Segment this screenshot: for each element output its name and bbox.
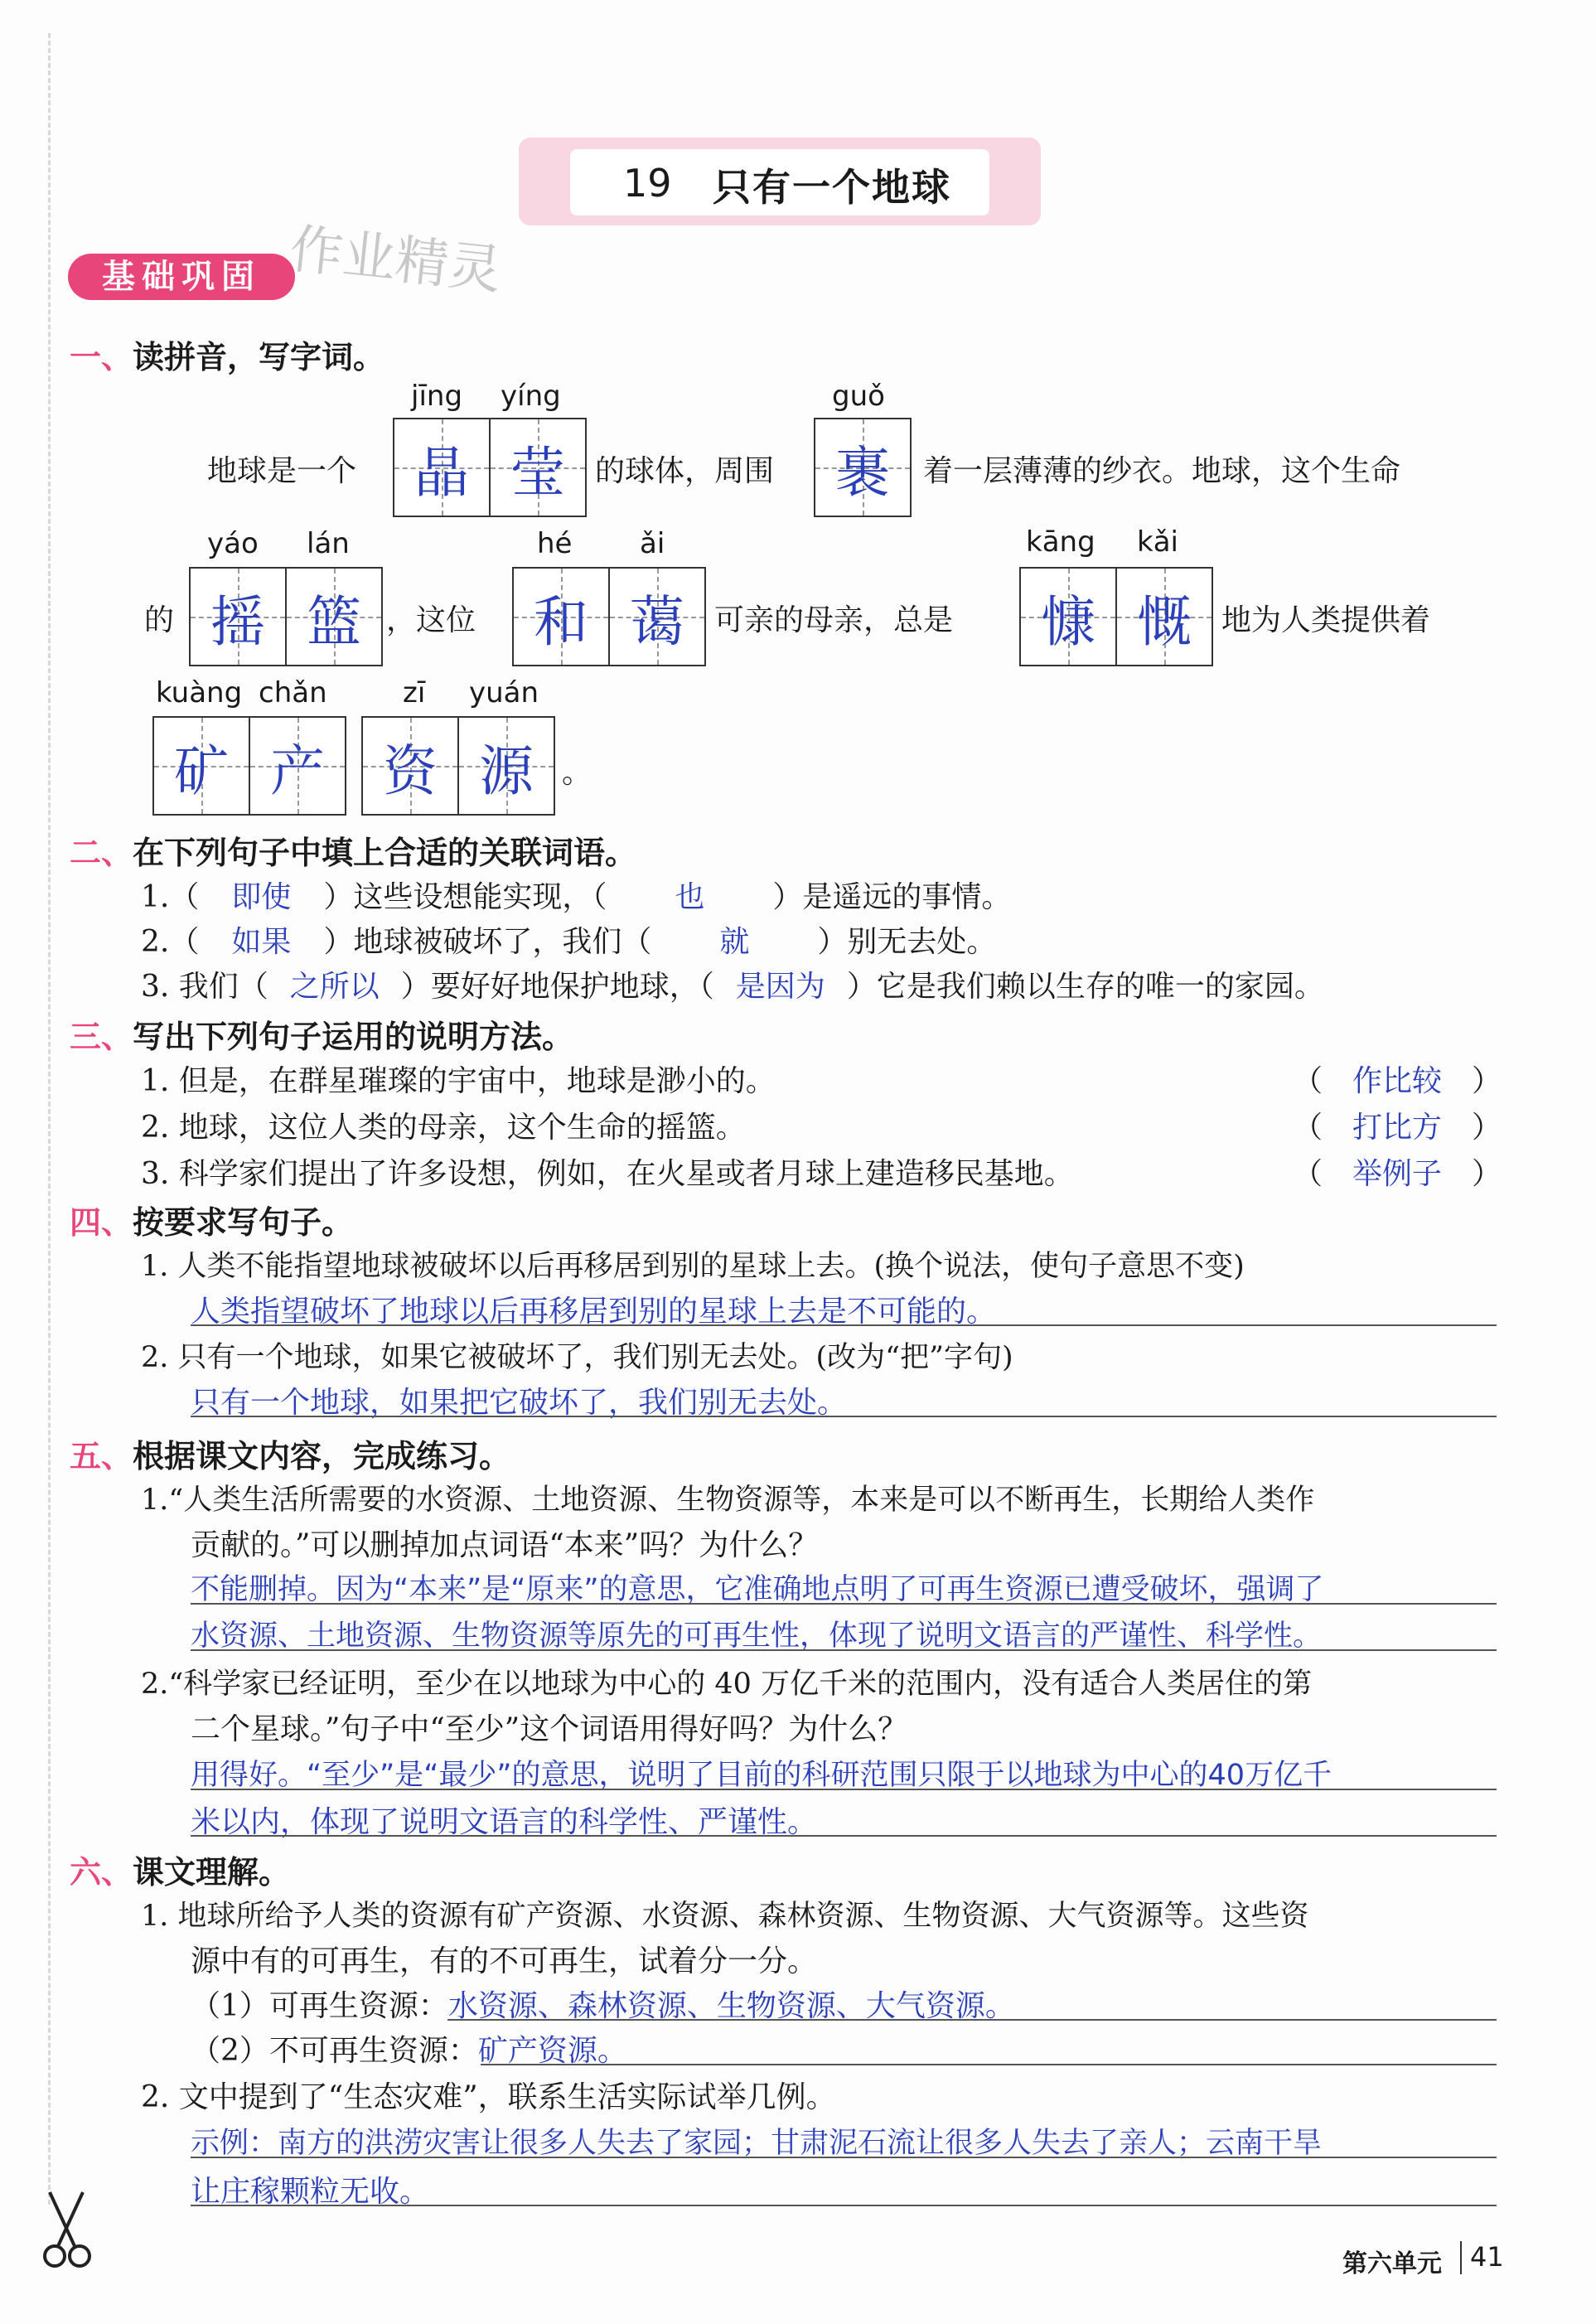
pinyin: chǎn xyxy=(259,676,327,709)
question-6-2: 2. 文中提到了“生态灾难”，联系生活实际试举几例。 xyxy=(141,2080,836,2114)
answer-line xyxy=(191,1789,1497,1790)
question-2-2: 2.（ 如果 ）地球被破坏了，我们（ 就 ）别无去处。 xyxy=(141,925,997,959)
answer-char: 矿 xyxy=(174,738,229,803)
answer-3-3: （ 举例子 ） xyxy=(1293,1157,1502,1191)
answer-char: 摇 xyxy=(210,589,265,654)
pinyin: guǒ xyxy=(832,380,885,413)
section-5-heading: 五、根据课文内容，完成练习。 xyxy=(70,1438,511,1474)
question-3-1: 1. 但是，在群星璀璨的宇宙中，地球是渺小的。 xyxy=(141,1064,776,1098)
answer-char: 和 xyxy=(534,589,588,654)
answer-5-2-cont: 米以内，体现了说明文语言的科学性、严谨性。 xyxy=(191,1805,818,1839)
answer-char: 产 xyxy=(270,738,325,803)
fill-text: 地球是一个 xyxy=(207,454,357,488)
fill-text: 。 xyxy=(562,756,592,790)
section-6-heading: 六、课文理解。 xyxy=(70,1854,291,1891)
section-3-heading: 三、写出下列句子运用的说明方法。 xyxy=(70,1019,574,1055)
question-6-1-b: （2）不可再生资源：矿产资源。 xyxy=(191,2034,627,2068)
question-3-3: 3. 科学家们提出了许多设想，例如，在火星或者月球上建造移民基地。 xyxy=(141,1157,1074,1191)
fill-text: 的球体，周围 xyxy=(595,454,775,488)
footer-divider xyxy=(1460,2241,1462,2274)
answer-line xyxy=(447,2019,1497,2021)
question-2-3: 3. 我们（ 之所以 ）要好好地保护地球，（ 是因为 ）它是我们赖以生存的唯一的家园。 xyxy=(141,970,1324,1004)
answer-char: 资 xyxy=(383,738,438,803)
answer-char: 莹 xyxy=(510,440,565,505)
pinyin: yuán xyxy=(469,676,539,709)
answer-6-2-cont: 让庄稼颗粒无收。 xyxy=(191,2175,430,2209)
section-2-heading: 二、在下列句子中填上合适的关联词语。 xyxy=(70,835,637,871)
char-box xyxy=(361,716,555,816)
answer-5-1-cont: 水资源、土地资源、生物资源等原先的可再生性，体现了说明文语言的严谨性、科学性。 xyxy=(191,1620,1323,1653)
pinyin: jīng xyxy=(411,380,463,413)
answer-line xyxy=(191,1603,1497,1605)
pinyin: kǎi xyxy=(1137,525,1178,559)
lesson-number: 19 xyxy=(623,161,672,206)
answer-3-1: （ 作比较 ） xyxy=(1293,1064,1502,1098)
char-box xyxy=(152,716,346,816)
char-box xyxy=(189,567,383,666)
answer-char: 篮 xyxy=(307,589,361,654)
question-4-2: 2. 只有一个地球，如果它被破坏了，我们别无去处。(改为“把”字句) xyxy=(141,1341,1013,1374)
pinyin: lán xyxy=(307,527,350,560)
question-6-1: 1. 地球所给予人类的资源有矿产资源、水资源、森林资源、生物资源、大气资源等。这些资 xyxy=(141,1900,1309,1933)
answer-6-2: 示例：南方的洪涝灾害让很多人失去了家园；甘肃泥石流让很多人失去了亲人；云南干旱 xyxy=(191,2127,1323,2160)
pinyin: ǎi xyxy=(640,527,665,560)
question-6-1-a: （1）可再生资源：水资源、森林资源、生物资源、大气资源。 xyxy=(191,1989,1015,2023)
question-3-2: 2. 地球，这位人类的母亲，这个生命的摇篮。 xyxy=(141,1111,746,1145)
fill-text: ，这位 xyxy=(386,603,476,637)
char-box xyxy=(814,418,912,517)
section-4-heading: 四、按要求写句子。 xyxy=(70,1204,354,1241)
pinyin: kuàng xyxy=(156,676,243,709)
fill-text: 着一层薄薄的纱衣。地球，这个生命 xyxy=(923,454,1401,488)
scissors-icon xyxy=(33,2188,99,2271)
answer-line xyxy=(191,1416,1497,1417)
answer-line xyxy=(191,1324,1497,1326)
page-number: 41 xyxy=(1470,2241,1504,2273)
answer-line xyxy=(191,1649,1497,1651)
answer-char: 慨 xyxy=(1137,589,1192,654)
pinyin: zī xyxy=(403,676,426,709)
answer-char: 源 xyxy=(479,738,534,803)
char-box xyxy=(393,418,587,517)
answer-char: 裹 xyxy=(835,440,890,505)
fill-text: 可亲的母亲，总是 xyxy=(714,603,954,637)
answer-5-2: 用得好。“至少”是“最少”的意思，说明了目前的科研范围只限于以地球为中心的40万亿千 xyxy=(191,1759,1332,1792)
question-4-1: 1. 人类不能指望地球被破坏以后再移居到别的星球上去。(换个说法，使句子意思不变) xyxy=(141,1250,1245,1283)
question-5-1-cont: 贡献的。”可以删掉加点词语“本来”吗？为什么？ xyxy=(191,1528,819,1562)
answer-line xyxy=(191,2205,1497,2206)
answer-4-1: 人类指望破坏了地球以后再移居到别的星球上去是不可能的。 xyxy=(191,1295,997,1329)
pinyin: kāng xyxy=(1026,525,1095,559)
fill-text: 的 xyxy=(144,603,175,637)
section-badge: 基础巩固 xyxy=(68,254,295,300)
question-5-2: 2.“科学家已经证明，至少在以地球为中心的 40 万亿千米的范围内，没有适合人类居住的第 xyxy=(141,1668,1313,1701)
answer-line xyxy=(481,2064,1497,2065)
answer-4-2: 只有一个地球，如果把它破坏了，我们别无去处。 xyxy=(191,1386,848,1420)
question-5-1: 1.“人类生活所需要的水资源、土地资源、生物资源等，本来是可以不断再生，长期给人类作 xyxy=(141,1484,1315,1517)
unit-label: 第六单元 xyxy=(1342,2249,1442,2278)
pinyin: yíng xyxy=(501,380,561,413)
page-title: 只有一个地球 xyxy=(713,165,951,210)
cut-line xyxy=(48,33,51,2205)
char-box xyxy=(1019,567,1213,666)
answer-line xyxy=(191,1835,1497,1837)
section-1-heading: 一、读拼音，写字词。 xyxy=(70,339,385,375)
answer-char: 蔼 xyxy=(630,589,684,654)
pinyin: hé xyxy=(537,527,573,560)
answer-line xyxy=(191,2157,1497,2158)
answer-5-1: 不能删掉。因为“本来”是“原来”的意思，它准确地点明了可再生资源已遭受破坏，强调了 xyxy=(191,1573,1324,1606)
question-6-1-cont: 源中有的可再生，有的不可再生，试着分一分。 xyxy=(191,1944,818,1978)
answer-char: 晶 xyxy=(414,440,469,505)
question-2-1: 1.（ 即使 ）这些设想能实现，（ 也 ）是遥远的事情。 xyxy=(141,880,1012,914)
answer-3-2: （ 打比方 ） xyxy=(1293,1111,1502,1145)
pinyin: yáo xyxy=(207,527,259,560)
fill-text: 地为人类提供着 xyxy=(1221,603,1431,637)
question-5-2-cont: 二个星球。”句子中“至少”这个词语用得好吗？为什么？ xyxy=(191,1712,908,1746)
answer-char: 慷 xyxy=(1041,589,1095,654)
char-box xyxy=(512,567,706,666)
watermark: 作业精灵 xyxy=(287,218,505,303)
